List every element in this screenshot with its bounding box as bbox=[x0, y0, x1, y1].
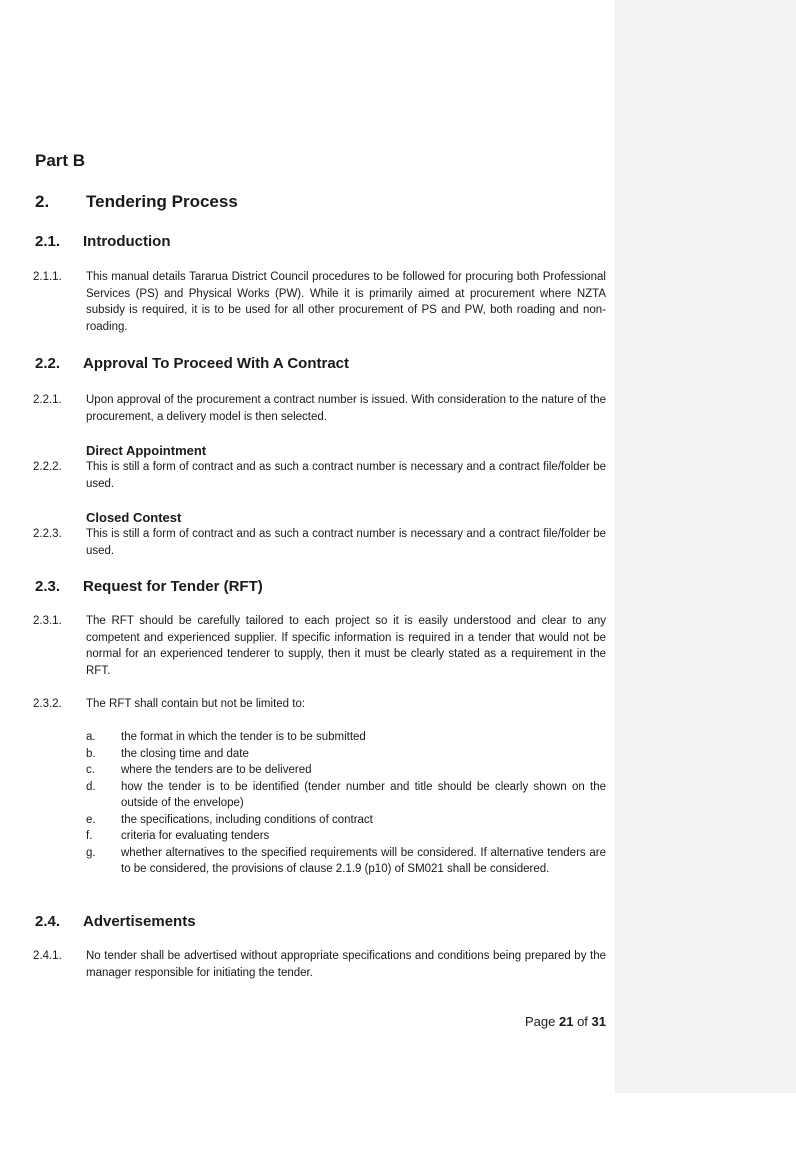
para-number: 2.2.2. bbox=[33, 461, 62, 473]
of-label: of bbox=[577, 1014, 588, 1029]
rft-contents-list bbox=[86, 729, 606, 878]
para-number: 2.1.1. bbox=[33, 271, 62, 283]
list-letter: a. bbox=[86, 731, 96, 743]
list-item bbox=[86, 845, 606, 878]
list-item bbox=[86, 779, 606, 812]
list-letter: d. bbox=[86, 780, 96, 793]
heading-2-1-number: 2.1. bbox=[35, 233, 61, 250]
para-number: 2.4.1. bbox=[33, 950, 62, 962]
paragraph: This manual details Tararua District Council procedures to be followed for procuring both Professional Services (PS) and Physical Works (PW). While it is primarily aimed at procurement where NZTA subsidy is required, it is to be used for all other procurement of PS and PW, both roading and non-roading. bbox=[86, 271, 606, 333]
para-number: 2.3.1. bbox=[33, 615, 62, 627]
section-title: Tendering Process bbox=[86, 192, 238, 211]
section-number: 2. bbox=[35, 192, 50, 211]
page-footer bbox=[400, 1014, 606, 1029]
part-label: Part B bbox=[35, 151, 86, 170]
para-number: 2.3.2. bbox=[33, 698, 62, 710]
list-item bbox=[86, 828, 606, 845]
list-text: whether alternatives to the specified requirements will be considered. If alternative tenders are to be considered, the provisions of clause 2.1.9 (p10) of SM021 shall be considered. bbox=[121, 846, 606, 875]
list-letter: c. bbox=[86, 764, 95, 776]
subheading-direct-appointment: Direct Appointment bbox=[86, 443, 207, 458]
heading-2-3-title: Request for Tender (RFT) bbox=[83, 578, 263, 595]
para-number: 2.2.3. bbox=[33, 528, 62, 540]
heading-2-4-number: 2.4. bbox=[35, 913, 61, 930]
paragraph: Upon approval of the procurement a contract number is issued. With consideration to the nature of the procurement, a delivery model is then selected. bbox=[86, 394, 606, 423]
heading-2-2-title: Approval To Proceed With A Contract bbox=[83, 355, 349, 372]
list-item bbox=[86, 762, 606, 779]
list-item bbox=[86, 729, 606, 746]
paragraph: This is still a form of contract and as such a contract number is necessary and a contract file/folder be used. bbox=[86, 528, 606, 557]
list-text: the specifications, including conditions of contract bbox=[121, 813, 373, 826]
list-letter: e. bbox=[86, 813, 96, 826]
heading-2-4-title: Advertisements bbox=[83, 913, 196, 930]
heading-2-1-title: Introduction bbox=[83, 233, 171, 250]
page-label: Page bbox=[524, 1014, 556, 1029]
subheading-closed-contest: Closed Contest bbox=[86, 510, 182, 525]
para-number: 2.2.1. bbox=[33, 394, 62, 406]
paragraph: This is still a form of contract and as such a contract number is necessary and a contract file/folder be used. bbox=[86, 461, 606, 490]
list-letter: b. bbox=[86, 747, 96, 760]
page-number: 21 bbox=[558, 1014, 574, 1029]
list-text: criteria for evaluating tenders bbox=[121, 830, 270, 842]
list-text: how the tender is to be identified (tender number and title should be clearly shown on the outside of the envelope) bbox=[121, 780, 606, 809]
list-text: where the tenders are to be delivered bbox=[121, 764, 312, 776]
heading-2-2-number: 2.2. bbox=[35, 355, 61, 372]
paragraph: The RFT should be carefully tailored to each project so it is easily understood and clear to any competent and experienced supplier. If specific information is required in a tender that would not be normal for an experienced tenderer to supply, then it must be clearly stated as a requirement in the RFT. bbox=[86, 615, 606, 677]
comment-pane bbox=[615, 0, 796, 1093]
list-text: the format in which the tender is to be submitted bbox=[121, 731, 366, 743]
list-item bbox=[86, 746, 606, 763]
list-text: the closing time and date bbox=[121, 747, 249, 760]
list-letter: f. bbox=[86, 830, 93, 842]
paragraph: No tender shall be advertised without appropriate specifications and conditions being prepared by the manager responsible for initiating the tender. bbox=[86, 950, 606, 979]
list-letter: g. bbox=[86, 846, 96, 859]
page-total: 31 bbox=[591, 1014, 606, 1029]
list-item bbox=[86, 812, 606, 829]
paragraph: The RFT shall contain but not be limited to: bbox=[86, 698, 306, 710]
heading-2-3-number: 2.3. bbox=[35, 578, 61, 595]
